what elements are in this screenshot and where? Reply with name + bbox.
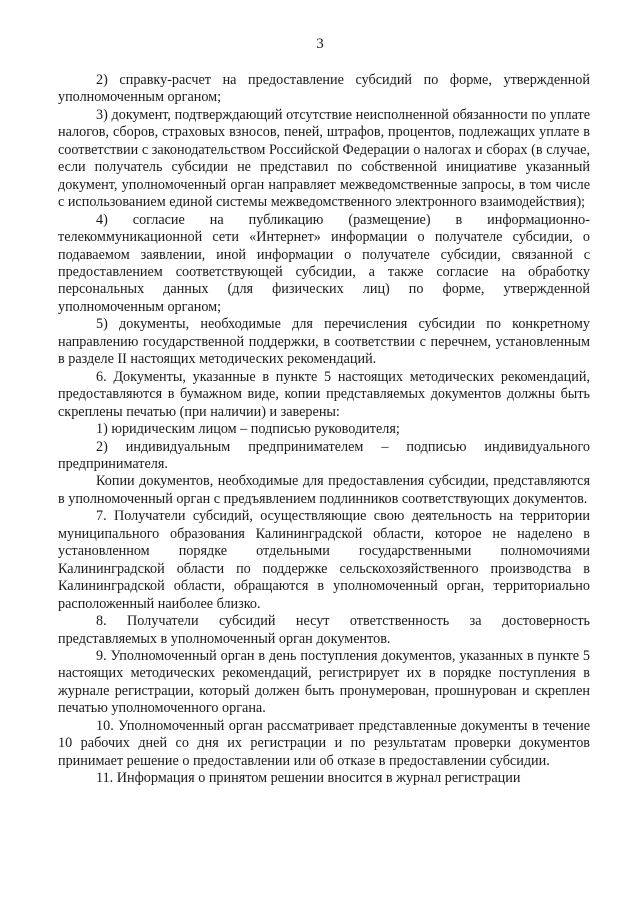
paragraph-copies: Копии документов, необходимые для предоставления субсидии, представляются в уполномоченный орган с предъявлением подлинников соответствующих документов. [58, 473, 590, 507]
paragraph-item-3: 3) документ, подтверждающий отсутствие неисполненной обязанности по уплате налогов, сборов, страховых взносов, пеней, штрафов, процентов, подлежащих уплате в соответствии с законодательством Российской Федерации о налогах и сборах (в случае, если получатель субсидии не представил по собственной инициативе указанный документ, уполномоченный орган направляет межведомственные запросы, в том числе с использованием единой системы межведомственного электронного взаимодействия); [58, 106, 590, 211]
paragraph-clause-9: 9. Уполномоченный орган в день поступления документов, указанных в пункте 5 настоящих методических рекомендаций, регистрирует их в порядке поступления в журнале регистрации, который должен быть пронумерован, прошнурован и скреплен печатью уполномоченного органа. [58, 647, 590, 717]
page-number: 3 [316, 36, 324, 52]
paragraph-item-2: 2) справку-расчет на предоставление субсидий по форме, утвержденной уполномоченным органом; [58, 72, 590, 106]
document-body [58, 72, 590, 788]
paragraph-item-5: 5) документы, необходимые для перечисления субсидии по конкретному направлению государственной поддержки, в соответствии с перечнем, установленным в разделе II настоящих методических рекомендаций. [58, 316, 590, 368]
paragraph-item-4: 4) согласие на публикацию (размещение) в информационно-телекоммуникационной сети «Интернет» информации о получателе субсидии, о подаваемом заявлении, иной информации о получателе субсидии, связанной с предоставлением соответствующей субсидии, а также согласие на обработку персональных данных (для физических лиц) по форме, утвержденной уполномоченным органом; [58, 211, 590, 315]
paragraph-subitem-1: 1) юридическим лицом – подписью руководителя; [96, 421, 400, 438]
paragraph-clause-8: 8. Получатели субсидий несут ответственность за достоверность представляемых в уполномоченный орган документов. [58, 613, 590, 647]
paragraph-clause-7: 7. Получатели субсидий, осуществляющие свою деятельность на территории муниципального образования Калининградской области, которое не наделено в установленном порядке отдельными государственными полномочиями Калининградской области по поддержке сельскохозяйственного производства в Калининградской области, обращаются в уполномоченный орган, территориально расположенный наиболее близко. [58, 508, 590, 612]
paragraph-clause-11: 11. Информация о принятом решении вносится в журнал регистрации [96, 770, 521, 787]
paragraph-subitem-2: 2) индивидуальным предпринимателем – подписью индивидуального предпринимателя. [58, 438, 590, 472]
paragraph-clause-6: 6. Документы, указанные в пункте 5 настоящих методических рекомендаций, предоставляются в бумажном виде, копии представляемых документов должны быть скреплены печатью (при наличии) и заверены: [58, 368, 590, 420]
paragraph-clause-10: 10. Уполномоченный орган рассматривает представленные документы в течение 10 рабочих дней со дня их регистрации и по результатам проверки документов принимает решение о предоставлении или об отказе в предоставлении субсидии. [58, 717, 590, 769]
